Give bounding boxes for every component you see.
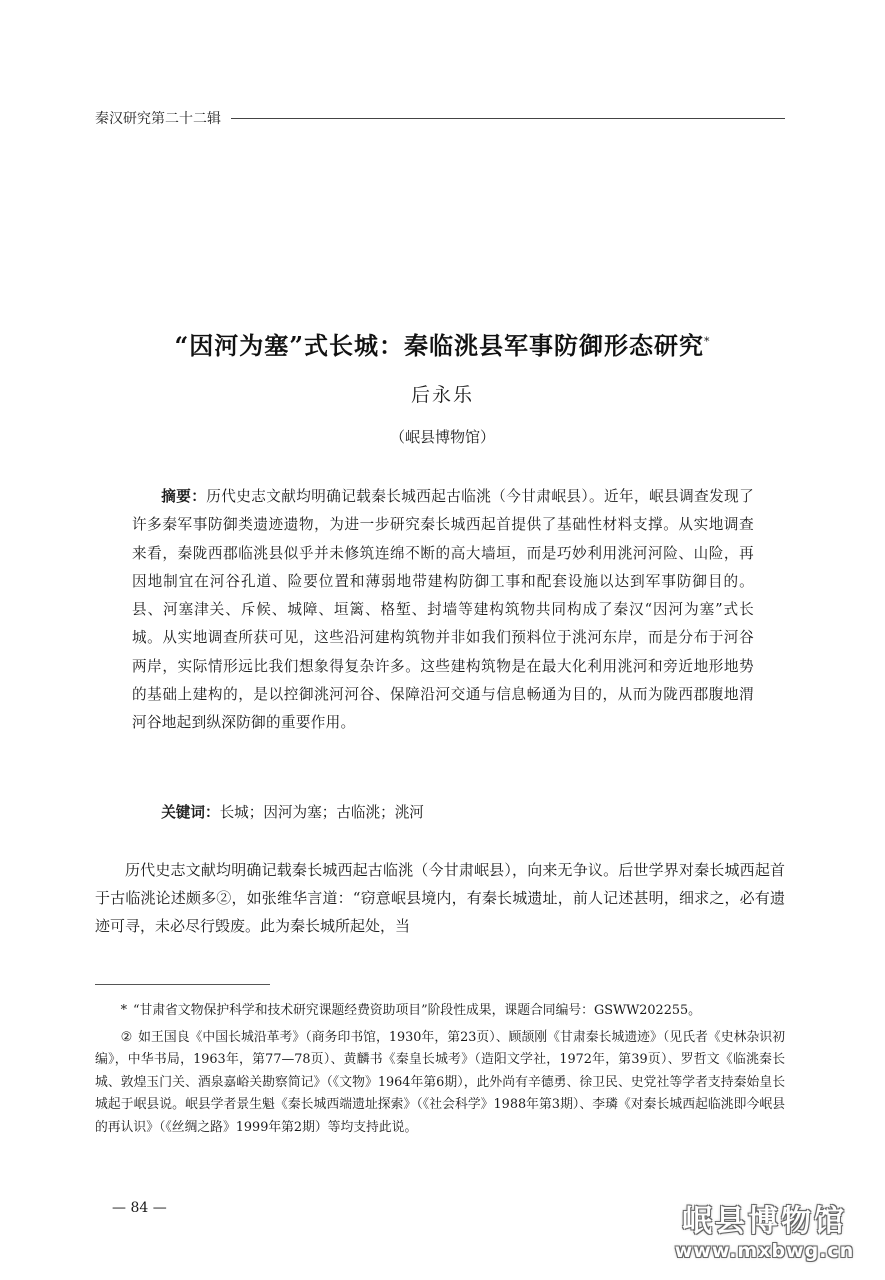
footnote-mark: *	[120, 1003, 127, 1018]
keywords	[132, 800, 754, 826]
watermark-url: www.mxbwg.cn	[674, 1240, 855, 1262]
abstract-text: 历代史志文献均明确记载秦长城西起古临洮（今甘肃岷县）。近年，岷县调查发现了许多秦军事防御类遗迹遗物，为进一步研究秦长城西起首提供了基础性材料支撑。从实地调查来看，秦陇西郡临洮县似乎并未修筑连绵不断的高大墙垣，而是巧妙利用洮河河险、山险，再因地制宜在河谷孔道、险要位置和薄弱地带建构防御工事和配套设施以达到军事防御目的。县、河塞津关、斥候、城障、垣篱、格堑、封墙等建构筑物共同构成了秦汉“因河为塞”式长城。从实地调查所获可见，这些沿河建构筑物并非如我们预料位于洮河东岸，而是分布于河谷两岸，实际情形远比我们想象得复杂许多。这些建构筑物是在最大化利用洮河和旁近地形地势的基础上建构的，是以控御洮河河谷、保障沿河交通与信息畅通为目的，从而为陇西郡腹地渭河谷地起到纵深防御的重要作用。	[132, 488, 754, 732]
article-title-text: “因河为塞”式长城：秦临洮县军事防御形态研究	[174, 331, 705, 361]
watermark-name: 岷县博物馆	[682, 1204, 847, 1239]
article-title	[60, 326, 825, 361]
body-paragraph	[95, 856, 785, 940]
footnote-text: “甘肃省文物保护科学和技术研究课题经费资助项目”阶段性成果，课题合同编号：GSWW202255。	[133, 1003, 701, 1018]
body-text-part-1: 历代史志文献均明确记载秦长城西起古临洮（今甘肃岷县），向来无争议。后世学界对秦长城西起首于古临洮论述颇多	[95, 861, 785, 907]
footnote-mark: ②	[120, 1029, 133, 1045]
abstract	[132, 483, 754, 738]
title-footnote-marker[interactable]: *	[704, 335, 711, 349]
author-name: 后永乐	[410, 384, 474, 406]
abstract-label: 摘要：	[161, 488, 207, 505]
footnote-item	[95, 1027, 785, 1140]
footnote-text: 如王国良《中国长城沿革考》（商务印书馆，1930年，第23页）、顾颉刚《甘肃秦长城遗迹》（见氏者《史林杂识初编》，中华书局，1963年，第77—78页）、黄麟书《秦皇长城考》（造阳文学社，1972年，第39页）、罗哲文《临洮秦长城、敦煌玉门关、酒泉嘉峪关勘察简记》（《文物》1964年第6期），此外尚有辛德勇、徐卫民、史党社等学者支持秦始皇长城起于岷县说。岷县学者景生魁《秦长城西端遗址探索》（《社会科学》1988年第3期）、李璘《对秦长城西起临洮即今岷县的再认识》（《丝绸之路》1999年第2期）等均支持此说。	[95, 1029, 785, 1135]
footnotes	[95, 1000, 785, 1144]
header-rule	[231, 118, 785, 119]
footnote-item	[95, 1000, 785, 1023]
footnote-separator	[95, 984, 270, 985]
running-header	[95, 108, 785, 128]
body-text-part-2: ，如张维华言道：“窃意岷县境内，有秦长城遗址，前人记述甚明，细求之，必有遗迹可寻，未必尽行毁废。此为秦长城所起处，当	[95, 889, 785, 935]
journal-name: 秦汉研究第二十二辑	[95, 111, 221, 127]
author-affiliation: （岷县博物馆）	[389, 428, 495, 446]
keywords-label: 关键词：	[161, 804, 220, 821]
footnote-ref-2[interactable]: ②	[216, 889, 232, 907]
page-number: — 84 —	[112, 1200, 167, 1216]
keywords-text: 长城；因河为塞；古临洮；洮河	[219, 804, 424, 821]
watermark	[662, 1204, 867, 1262]
